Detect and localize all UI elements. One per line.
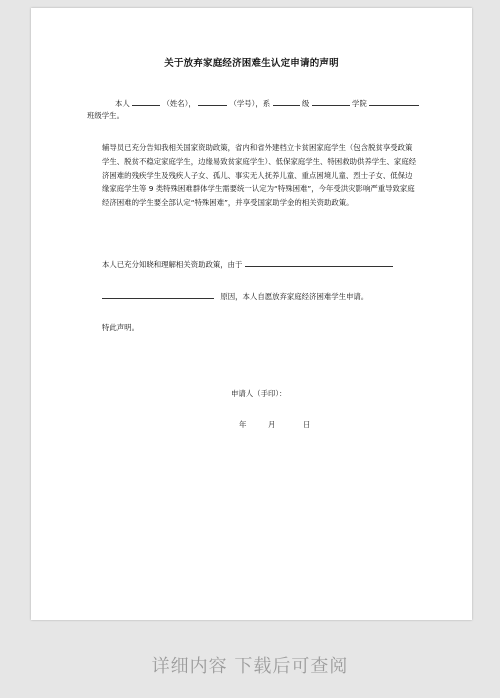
class-student-text: 班级学生。 — [87, 111, 124, 120]
label-self: 本人 — [115, 99, 130, 108]
document-page — [31, 8, 472, 620]
date-day: 日 — [303, 420, 311, 429]
date-year: 年 — [239, 420, 247, 429]
waiver-text: 原因，本人自愿放弃家庭经济困难学生申请。 — [220, 292, 369, 301]
college-blank — [312, 96, 350, 106]
label-college: 学院 — [352, 99, 367, 108]
reason-line — [102, 257, 393, 272]
signature-label: 申请人（手印）： — [231, 389, 287, 398]
document-title: 关于放弃家庭经济困难生认定申请的声明 — [164, 58, 339, 69]
closing-text: 特此声明。 — [102, 323, 139, 332]
class-blank — [369, 96, 419, 106]
label-name: （姓名）， — [162, 99, 196, 108]
student-id-blank — [198, 96, 227, 106]
policy-paragraph — [87, 141, 417, 210]
date-month: 月 — [268, 420, 276, 429]
waiver-line — [102, 289, 368, 304]
grade-blank — [273, 96, 300, 106]
reason-blank — [245, 257, 393, 267]
policy-text: 辅导员已充分告知我相关国家资助政策，省内和省外建档立卡贫困家庭学生（包含脱贫享受政策学生、脱贫不稳定家庭学生，边缘易致贫家庭学生）、低保家庭学生、特困救助供养学生、家庭经济困难的残疾学生及残疾人子女、孤儿、事实无人抚养儿童、重点困境儿童、烈士子女、低保边缘家庭学生等 9 类特殊困难群体学生需要统一认定为“特殊困难”，今年受洪灾影响严重导致家庭经济困难的学生要全部认定“特殊困难”，并享受国家助学金的相关资助政策。 — [102, 143, 417, 208]
label-grade: 级 — [301, 99, 310, 108]
reason-detail-blank — [102, 289, 214, 299]
name-blank — [132, 96, 160, 106]
student-info-line — [115, 96, 419, 111]
label-student-id: （学号），系 — [229, 99, 271, 108]
reason-intro: 本人已充分知晓和理解相关资助政策，由于 — [102, 260, 243, 269]
download-notice: 详细内容 下载后可查阅 — [151, 656, 349, 677]
